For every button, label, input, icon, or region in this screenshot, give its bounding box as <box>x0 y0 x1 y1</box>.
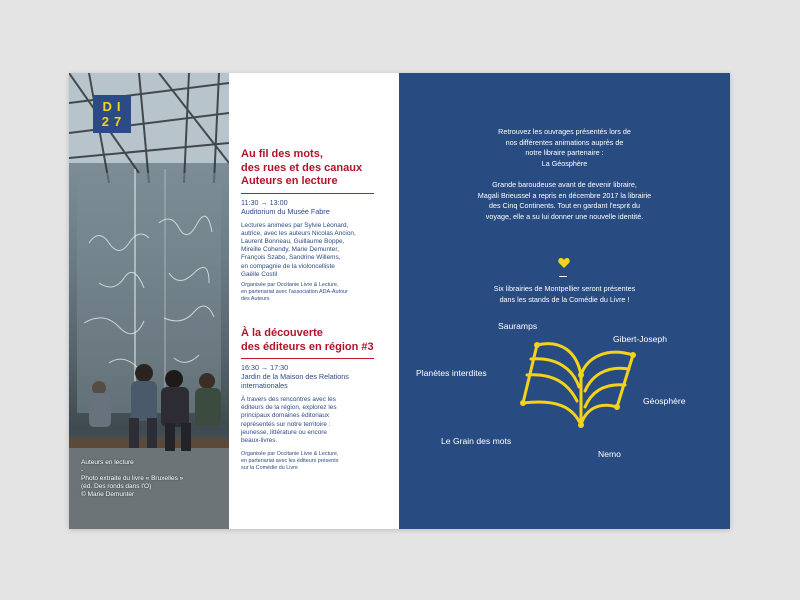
caption-line: Photo extraite du livre « Bruxelles » <box>81 475 184 482</box>
bookshops-intro <box>399 284 730 305</box>
story-line: voyage, elle a su lui donner une nouvelle identité. <box>485 211 644 221</box>
description-line: représentés sur notre territoire : <box>241 420 331 428</box>
event-description-2 <box>241 396 393 445</box>
caption-line: Auteurs en lecture <box>81 459 134 466</box>
description-line: Lectures animées par Sylvie Léonard, <box>241 221 349 229</box>
program-column <box>229 73 399 529</box>
bookshop-grain-des-mots: Le Grain des mots <box>441 436 512 446</box>
description-line: Laurent Bonneau, Guillaume Boppe, <box>241 237 345 245</box>
heart-icon <box>558 257 570 269</box>
bookshops-intro-line: dans les stands de la Comédie du Livre ! <box>499 294 630 304</box>
partner-intro <box>399 127 730 169</box>
day-badge <box>93 95 131 133</box>
event-section-2 <box>241 327 393 472</box>
event-title-1 <box>241 148 393 189</box>
credit-line: des Auteurs <box>241 295 270 302</box>
intro-line: notre libraire partenaire : <box>525 148 604 157</box>
caption-line: - <box>81 467 84 474</box>
brochure-spread <box>69 73 730 529</box>
description-line: jeunesse, littérature ou encore <box>241 428 327 436</box>
caption-line: (éd. Des ronds dans l'O) <box>81 483 152 490</box>
story-line: Grande baroudeuse avant de devenir libraire, <box>492 180 637 189</box>
event-credit-2 <box>241 451 393 471</box>
event-description-1 <box>241 222 393 279</box>
description-line: À travers des rencontres avec les <box>241 396 336 403</box>
description-line: François Szabo, Sandrine Willems, <box>241 254 341 262</box>
story-line: des Cinq Continents. Tout en gardant l'esprit du <box>488 201 641 210</box>
credit-line: sur la Comédie du Livre <box>241 464 298 471</box>
intro-line: La Géosphère <box>541 158 588 168</box>
intro-line: Retrouvez les ouvrages présentés lors de <box>498 127 631 136</box>
credit-line: en partenariat avec les éditeurs présents <box>241 458 339 465</box>
place-line: internationales <box>241 381 288 390</box>
title-line: Au fil des mots, <box>241 148 323 160</box>
partner-story <box>399 180 730 222</box>
title-divider <box>241 193 374 194</box>
place-line: Jardin de la Maison des Relations <box>241 372 349 381</box>
event-place-2 <box>241 372 393 390</box>
event-time-1: 11:30 → 13:00 <box>241 197 288 207</box>
event-credit-1 <box>241 282 393 302</box>
separator-dash <box>559 276 567 277</box>
credit-line: Organisée par Occitanie Livre & Lecture, <box>241 281 339 288</box>
event-section-1 <box>241 148 393 302</box>
event-title-2 <box>241 327 393 354</box>
title-line: des rues et des canaux <box>241 161 363 174</box>
bookshops-intro-line: Six librairies de Montpellier seront présentes <box>493 284 636 293</box>
badge-line-2: 27 <box>101 114 127 129</box>
description-line: beaux-livres. <box>241 437 278 445</box>
title-line: À la découverte <box>241 327 323 339</box>
photo-panel <box>69 73 229 529</box>
description-line: Mireille Cohendy, Marie Demunter, <box>241 246 339 254</box>
description-line: en compagnie de la violoncelliste <box>241 262 335 270</box>
bookshop-sauramps: Sauramps <box>498 321 538 331</box>
event-time-2: 16:30 → 17:30 <box>241 363 289 372</box>
bookshop-gibert-joseph: Gibert-Joseph <box>613 334 667 344</box>
bookshop-geosphere: Géosphère <box>643 396 686 406</box>
credit-line: en partenariat avec l'association ADA-Autour <box>241 288 348 295</box>
description-line: éditeurs de la région, explorez les <box>241 404 337 412</box>
credit-line: Organisée par Occitanie Livre & Lecture, <box>241 451 339 458</box>
bookshop-panel <box>399 73 730 529</box>
bookshop-nemo: Nemo <box>598 449 621 459</box>
title-line: des éditeurs en région #3 <box>241 340 374 353</box>
bookshop-planetes-interdites: Planètes interdites <box>416 368 487 378</box>
open-book-icon <box>517 335 645 435</box>
event-place-1: Auditorium du Musée Fabre <box>241 206 330 216</box>
description-line: Gaëlle Costil <box>241 270 278 278</box>
photo-caption <box>81 459 221 499</box>
title-divider <box>241 358 374 359</box>
badge-line-1: DI <box>102 99 126 114</box>
caption-line: © Marie Demunter <box>81 491 135 498</box>
description-line: principaux domaines éditoriaux <box>241 412 330 420</box>
title-line: Auteurs en lecture <box>241 175 338 187</box>
description-line: autrice, avec les auteurs Nicolas Ancion, <box>241 229 356 237</box>
story-line: Magali Brieussel a repris en décembre 2017 la librairie <box>477 190 652 200</box>
intro-line: nos différentes animations auprès de <box>505 137 624 147</box>
